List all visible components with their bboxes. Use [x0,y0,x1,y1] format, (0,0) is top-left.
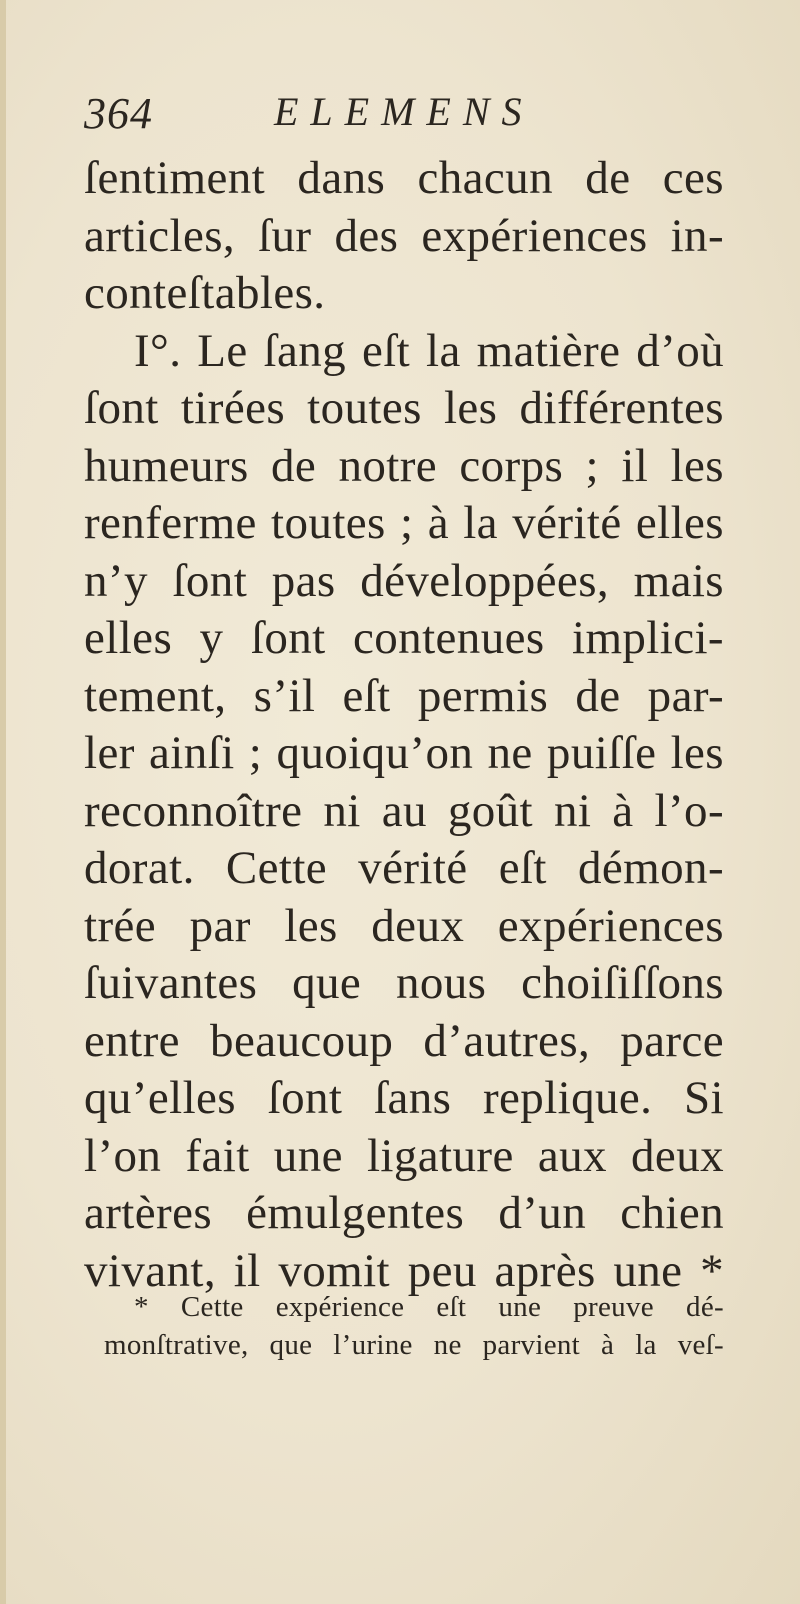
text-line: ſentiment dans chacun de ces [84,152,724,204]
running-head [84,88,724,148]
text-line: conteſtables. [84,267,326,319]
text-line: dorat. Cette vérité eſt démon- [84,842,724,894]
text-line: articles, ſur des expériences in- [84,209,724,262]
text-line: tement, s’il eſt permis de par- [84,669,724,722]
text-line: renferme toutes ; à la vérité elles [84,497,724,549]
text-line: ſuivantes que nous choiſiſſons [84,957,724,1009]
text-line: l’on fait une ligature aux deux [84,1129,724,1182]
text-line: ler ainſi ; quoiqu’on ne puiſſe les [84,727,724,779]
text-line: ſont tirées toutes les différentes [84,382,724,434]
footnote [104,1288,724,1364]
footnote-line: * Cette expérience eſt une preuve dé- [134,1291,724,1323]
text-line: vivant, il vomit peu après une * [84,1244,724,1297]
text-line: elles y ſont contenues implici- [84,612,724,664]
footnote-line: monſtrative, que l’urine ne parvient à la veſ- [104,1329,724,1361]
text-line: reconnoître ni au goût ni à l’o- [84,784,724,837]
main-text [84,150,724,1300]
text-line: n’y ſont pas développées, mais [84,554,724,607]
text-line: I°. Le ſang eſt la matière d’où [134,324,724,377]
running-title: ELEMENS [274,89,534,134]
text-line: humeurs de notre corps ; il les [84,439,724,492]
text-line: artères émulgentes d’un chien [84,1187,724,1239]
text-line: trée par les deux expériences [84,899,724,952]
text-line: qu’elles ſont ſans replique. Si [84,1072,724,1124]
page-number: 364 [84,89,153,138]
text-line: entre beaucoup d’autres, parce [84,1014,724,1067]
